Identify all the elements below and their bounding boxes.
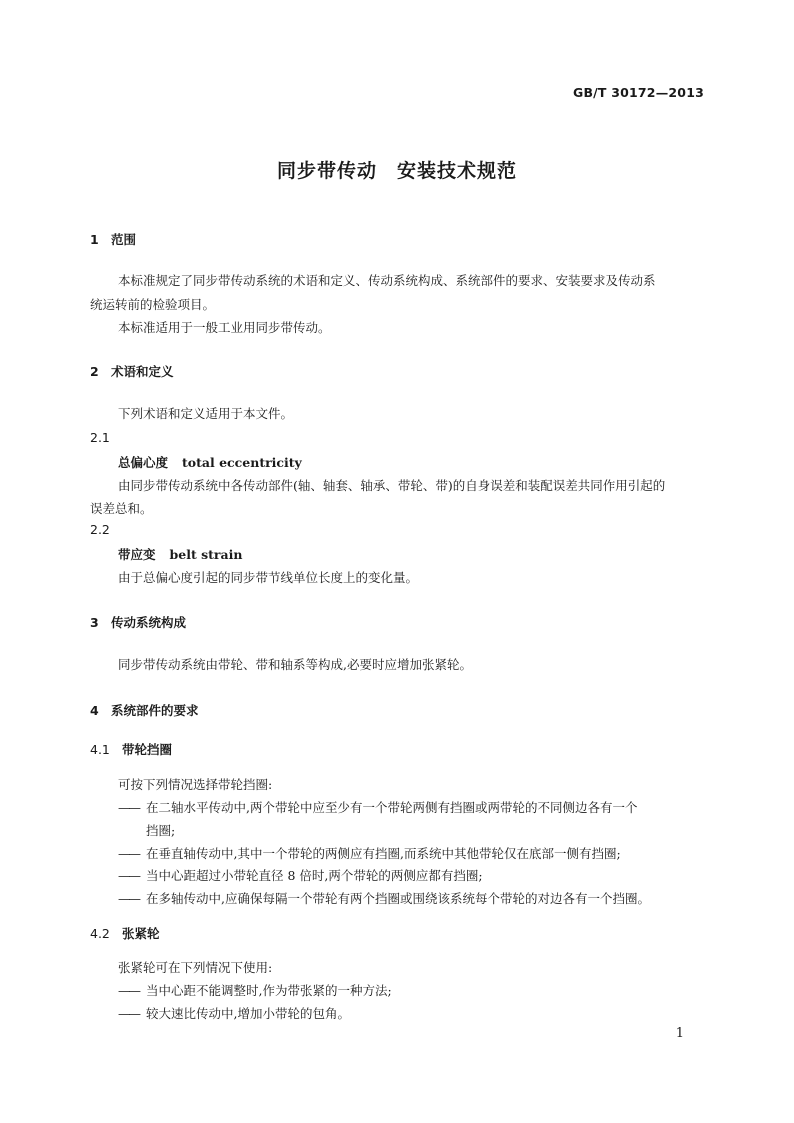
section-title: 系统部件的要求 bbox=[111, 703, 199, 718]
paragraph-continuation: 统运转前的检验项目。 bbox=[90, 297, 216, 312]
term-en: total eccentricity bbox=[182, 455, 302, 470]
term-entry bbox=[118, 545, 242, 563]
list-item bbox=[118, 844, 621, 862]
paragraph: 本标准适用于一般工业用同步带传动。 bbox=[118, 320, 331, 335]
paragraph: 可按下列情况选择带轮挡圈: bbox=[118, 777, 273, 792]
dash-marker: —— bbox=[118, 846, 139, 861]
section-1-heading bbox=[90, 230, 136, 248]
list-item-text: 较大速比传动中,增加小带轮的包角。 bbox=[146, 1006, 350, 1021]
subsection-title: 带轮挡圈 bbox=[122, 742, 173, 757]
section-number: 1 bbox=[90, 232, 99, 247]
term-zh: 带应变 bbox=[118, 547, 156, 562]
list-item bbox=[118, 866, 483, 884]
subsection-number: 4.2 bbox=[90, 926, 110, 941]
dash-marker: —— bbox=[118, 800, 139, 815]
list-item-continuation: 挡圈; bbox=[146, 823, 176, 838]
term-number: 2.1 bbox=[90, 430, 110, 445]
term-definition: 由同步带传动系统中各传动部件(轴、轴套、轴承、带轮、带)的自身误差和装配误差共同作用引起的 bbox=[118, 478, 666, 493]
subsection-4-2-heading bbox=[90, 924, 160, 942]
page-number: 1 bbox=[675, 1026, 684, 1041]
dash-marker: —— bbox=[118, 1006, 139, 1021]
dash-marker: —— bbox=[118, 983, 139, 998]
paragraph: 下列术语和定义适用于本文件。 bbox=[118, 406, 294, 421]
list-item bbox=[118, 889, 650, 907]
paragraph: 同步带传动系统由带轮、带和轴系等构成,必要时应增加张紧轮。 bbox=[118, 657, 472, 672]
term-definition-continuation: 误差总和。 bbox=[90, 501, 153, 516]
subsection-4-1-heading bbox=[90, 740, 172, 758]
list-item bbox=[118, 798, 637, 816]
dash-marker: —— bbox=[118, 868, 139, 883]
section-title: 范围 bbox=[111, 232, 137, 247]
list-item bbox=[118, 1004, 350, 1022]
section-number: 3 bbox=[90, 615, 99, 630]
term-number: 2.2 bbox=[90, 522, 110, 537]
list-item-text: 当中心距超过小带轮直径 8 倍时,两个带轮的两侧应都有挡圈; bbox=[146, 868, 483, 883]
list-item-text: 当中心距不能调整时,作为带张紧的一种方法; bbox=[146, 983, 392, 998]
dash-marker: —— bbox=[118, 891, 139, 906]
section-number: 2 bbox=[90, 364, 99, 379]
term-definition: 由于总偏心度引起的同步带节线单位长度上的变化量。 bbox=[118, 570, 419, 585]
paragraph: 张紧轮可在下列情况下使用: bbox=[118, 960, 273, 975]
term-zh: 总偏心度 bbox=[118, 455, 169, 470]
section-4-heading bbox=[90, 701, 199, 719]
term-entry bbox=[118, 453, 302, 471]
section-3-heading bbox=[90, 613, 186, 631]
subsection-title: 张紧轮 bbox=[122, 926, 160, 941]
document-title: 同步带传动 安装技术规范 bbox=[276, 160, 517, 182]
subsection-number: 4.1 bbox=[90, 742, 110, 757]
paragraph: 本标准规定了同步带传动系统的术语和定义、传动系统构成、系统部件的要求、安装要求及传动系 bbox=[118, 273, 656, 288]
list-item bbox=[118, 981, 392, 999]
list-item-text: 在二轴水平传动中,两个带轮中应至少有一个带轮两侧有挡圈或两带轮的不同侧边各有一个 bbox=[146, 800, 638, 815]
list-item-text: 在多轴传动中,应确保每隔一个带轮有两个挡圈或围绕该系统每个带轮的对边各有一个挡圈。 bbox=[146, 891, 650, 906]
section-title: 术语和定义 bbox=[111, 364, 174, 379]
standard-code: GB/T 30172—2013 bbox=[572, 85, 704, 100]
section-number: 4 bbox=[90, 703, 99, 718]
list-item-text: 在垂直轴传动中,其中一个带轮的两侧应有挡圈,而系统中其他带轮仅在底部一侧有挡圈; bbox=[146, 846, 621, 861]
term-en: belt strain bbox=[169, 547, 243, 562]
section-2-heading bbox=[90, 362, 174, 380]
section-title: 传动系统构成 bbox=[111, 615, 187, 630]
